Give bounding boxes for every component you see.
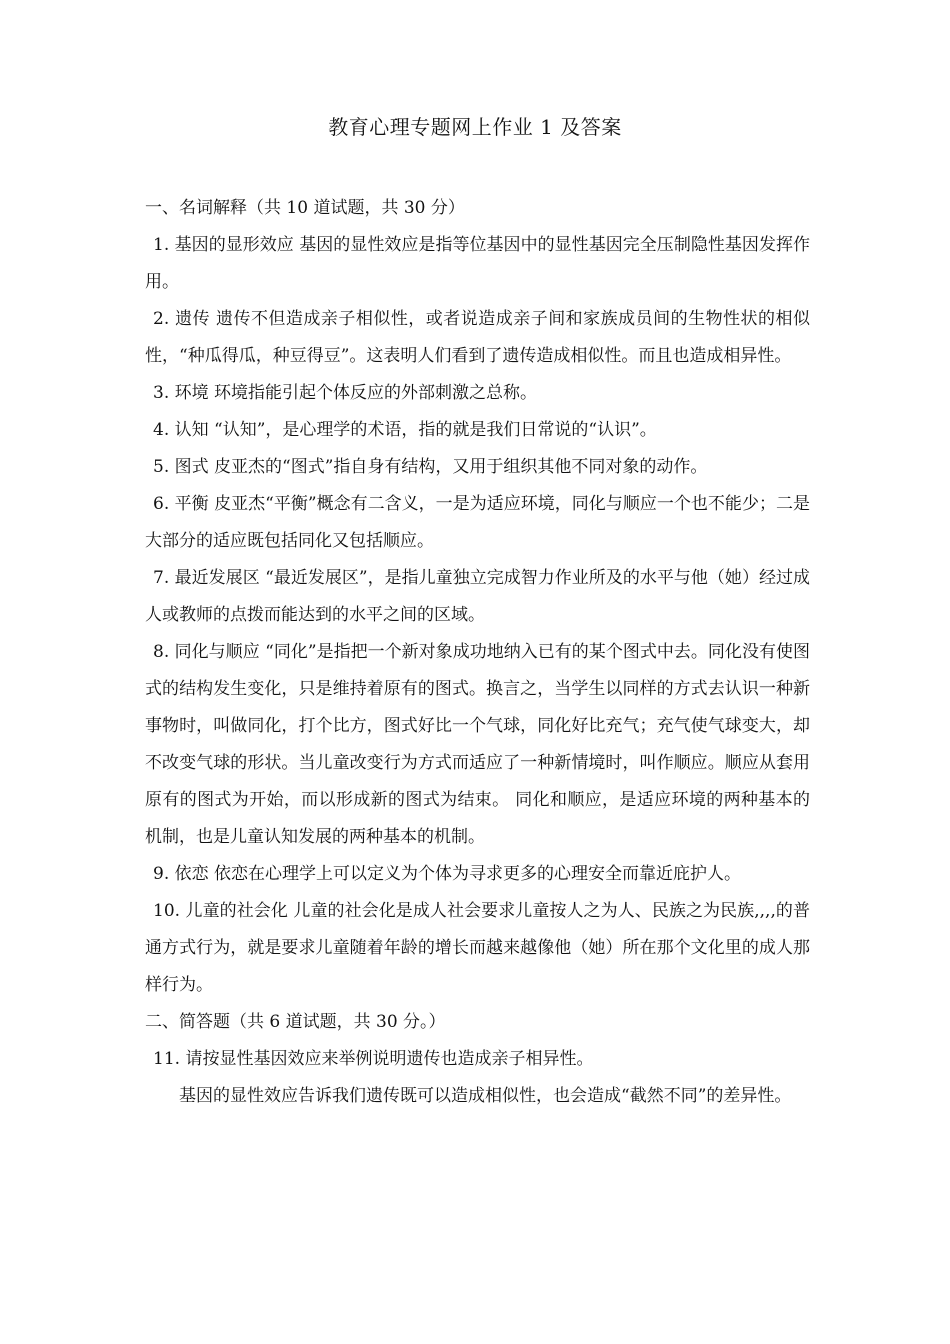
document-title: 教育心理专题网上作业 1 及答案 (328, 115, 622, 139)
definition-item-6: 6. 平衡 皮亚杰“平衡”概念有二含义，一是为适应环境，同化与顺应一个也不能少；二是大部分的适应既包括同化又包括顺应。 (145, 494, 810, 551)
section-heading-definitions: 一、名词解释（共 10 道试题，共 30 分） (145, 198, 465, 218)
question-item-11: 11. 请按显性基因效应来举例说明遗传也造成亲子相异性。 (153, 1049, 594, 1069)
definition-item-3: 3. 环境 环境指能引起个体反应的外部刺激之总称。 (153, 383, 538, 403)
definition-item-10: 10. 儿童的社会化 儿童的社会化是成人社会要求儿童按人之为人、民族之为民族,,,,的普通方式行为，就是要求儿童随着年龄的增长而越来越像他（她）所在那个文化里的成人那样行为。 (145, 901, 810, 995)
definition-item-7: 7. 最近发展区 “最近发展区”，是指儿童独立完成智力作业所及的水平与他（她）经过成人或教师的点拨而能达到的水平之间的区域。 (145, 568, 810, 625)
definition-item-9: 9. 依恋 依恋在心理学上可以定义为个体为寻求更多的心理安全而靠近庇护人。 (153, 864, 742, 884)
definition-item-8: 8. 同化与顺应 “同化”是指把一个新对象成功地纳入已有的某个图式中去。同化没有使图式的结构发生变化，只是维持着原有的图式。换言之，当学生以同样的方式去认识一种新事物时，叫做同化，打个比方，图式好比一个气球，同化好比充气；充气使气球变大，却不改变气球的形状。当儿童改变行为方式而适应了一种新情境时，叫作顺应。顺应从套用原有的图式为开始，而以形成新的图式为结束。 同化和顺应，是适应环境的两种基本的机制，也是儿童认知发展的两种基本的机制。 (145, 642, 810, 847)
definition-item-1: 1. 基因的显形效应 基因的显性效应是指等位基因中的显性基因完全压制隐性基因发挥作用。 (145, 235, 810, 292)
section-heading-short-answer: 二、简答题（共 6 道试题，共 30 分。） (145, 1012, 446, 1032)
definition-item-2: 2. 遗传 遗传不但造成亲子相似性，或者说造成亲子间和家族成员间的生物性状的相似性，“种瓜得瓜，种豆得豆”。这表明人们看到了遗传造成相似性。而且也造成相异性。 (145, 309, 810, 366)
definition-item-4: 4. 认知 “认知”，是心理学的术语，指的就是我们日常说的“认识”。 (153, 420, 657, 440)
definition-item-5: 5. 图式 皮亚杰的“图式”指自身有结构，又用于组织其他不同对象的动作。 (153, 457, 708, 477)
document-body (145, 190, 810, 1115)
answer-paragraph-11: 基因的显性效应告诉我们遗传既可以造成相似性，也会造成“截然不同”的差异性。 (179, 1086, 792, 1106)
